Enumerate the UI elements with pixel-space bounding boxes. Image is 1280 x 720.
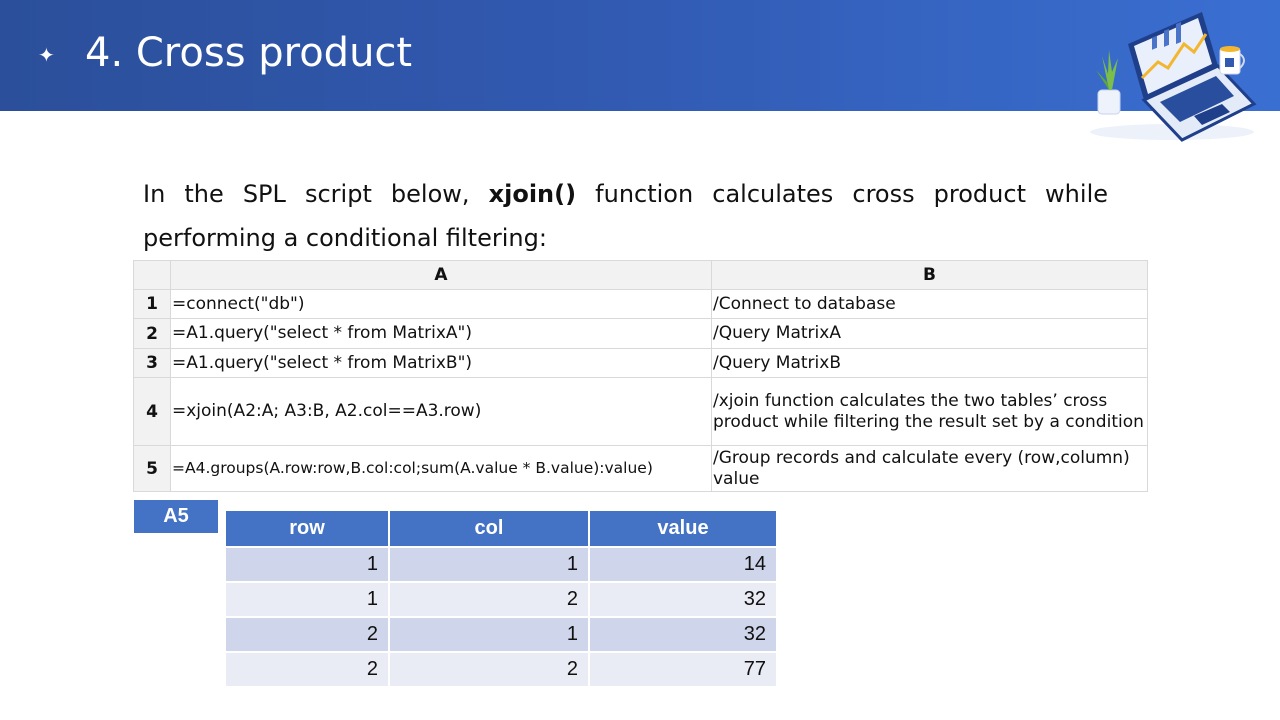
script-row [134, 349, 1148, 378]
result-cell: 1 [226, 548, 388, 581]
intro-paragraph [143, 172, 1108, 260]
script-cell-a4[interactable]: =xjoin(A2:A; A3:B, A2.col==A3.row) [171, 378, 712, 446]
script-row [134, 378, 1148, 446]
script-cell-a3[interactable]: =A1.query("select * from MatrixB") [171, 349, 712, 378]
row-number[interactable]: 5 [134, 446, 171, 492]
result-cell: 1 [390, 618, 588, 651]
script-cell-b3[interactable]: /Query MatrixB [712, 349, 1148, 378]
script-cell-a1[interactable]: =connect("db") [171, 290, 712, 319]
row-number[interactable]: 2 [134, 319, 171, 349]
star-bullet-icon: ✦ [38, 43, 55, 67]
script-cell-b5[interactable]: /Group records and calculate every (row,column) value [712, 446, 1148, 492]
result-cell: 14 [590, 548, 776, 581]
column-header-b[interactable]: B [712, 261, 1148, 290]
corner-cell [134, 261, 171, 290]
table-row [226, 653, 776, 686]
row-number[interactable]: 3 [134, 349, 171, 378]
intro-text-start: In the SPL script below, [143, 180, 489, 208]
result-cell: 1 [226, 583, 388, 616]
result-cell: 2 [390, 583, 588, 616]
xjoin-function-name: xjoin() [488, 180, 577, 208]
table-row [226, 618, 776, 651]
script-row [134, 446, 1148, 492]
result-cell: 77 [590, 653, 776, 686]
result-header-row: row [226, 511, 388, 546]
intro-text-end: function calculates cross product while performing a conditional filtering: [143, 180, 1108, 252]
result-cell: 2 [226, 653, 388, 686]
result-cell: 32 [590, 583, 776, 616]
column-header-a[interactable]: A [171, 261, 712, 290]
result-header-col: col [390, 511, 588, 546]
script-cell-b4[interactable]: /xjoin function calculates the two tables’ cross product while filtering the result set by a condition [712, 378, 1148, 446]
result-cell: 1 [390, 548, 588, 581]
row-number[interactable]: 1 [134, 290, 171, 319]
row-number[interactable]: 4 [134, 378, 171, 446]
result-cell-label: A5 [134, 500, 218, 533]
script-cell-b1[interactable]: /Connect to database [712, 290, 1148, 319]
result-cell: 2 [390, 653, 588, 686]
script-row [134, 319, 1148, 349]
result-table [224, 509, 778, 688]
laptop-chart-illustration-icon [1082, 4, 1262, 144]
result-cell: 2 [226, 618, 388, 651]
result-header-value: value [590, 511, 776, 546]
script-cell-a2[interactable]: =A1.query("select * from MatrixA") [171, 319, 712, 349]
script-cell-b2[interactable]: /Query MatrixA [712, 319, 1148, 349]
script-row [134, 290, 1148, 319]
table-row [226, 548, 776, 581]
table-row [226, 583, 776, 616]
slide-title: 4. Cross product [85, 30, 413, 76]
result-cell: 32 [590, 618, 776, 651]
script-cell-a5[interactable]: =A4.groups(A.row:row,B.col:col;sum(A.value * B.value):value) [171, 446, 712, 492]
spl-script-grid [133, 260, 1148, 492]
